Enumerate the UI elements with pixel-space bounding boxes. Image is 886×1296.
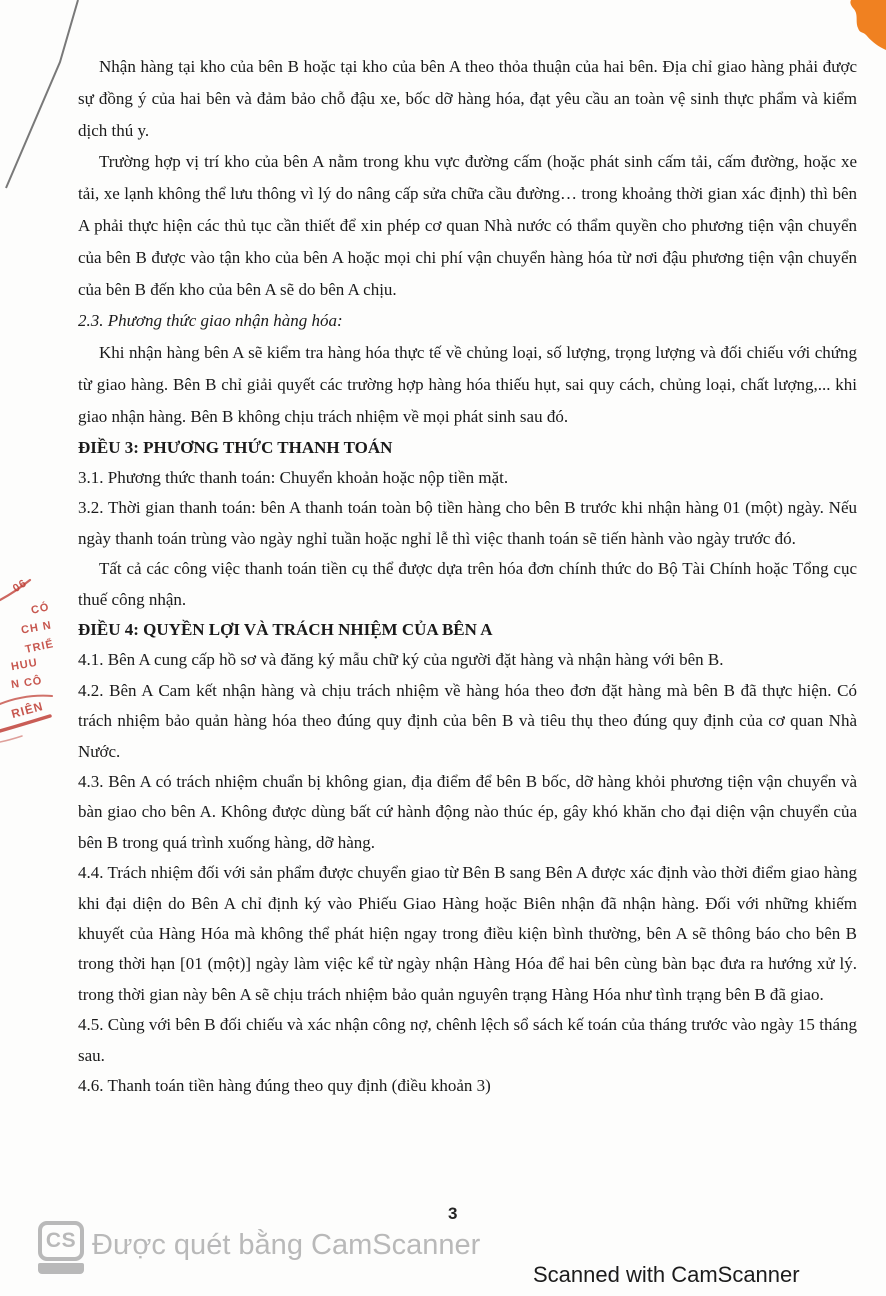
camscanner-watermark-english: Scanned with CamScanner [533,1262,800,1287]
stamp-fragment: N CÔ [10,674,44,692]
heading-article-4: ĐIỀU 4: QUYỀN LỢI VÀ TRÁCH NHIỆM CỦA BÊN A [78,620,493,639]
red-seal-stamp-fragments [0,0,70,1296]
stamp-fragment: RIÊN [9,699,45,721]
paragraph-4-4: 4.4. Trách nhiệm đối với sản phẩm được chuyển giao từ Bên B sang Bên A được xác định vào thời điểm giao hàng khi đại diện do Bên A chỉ định ký vào Phiếu Giao Hàng hoặc Biên nhận đã nhận hàng. Đối với những khiếm khuyết của Hàng Hóa mà không thể phát hiện ngay trong điều kiện bình thường, bên A sẽ thông báo cho bên B trong thời hạn [01 (một)] ngày làm việc kể từ ngày nhận Hàng Hóa để hai bên cùng bàn bạc đưa ra hướng xử lý. trong thời gian này bên A sẽ chịu trách nhiệm bảo quản nguyên trạng Hàng Hóa như tình trạng bên B đã giao. [78,863,857,1004]
contract-section-payment-and-duties [78,433,857,1102]
stamp-border-arc-top [0,580,30,600]
contract-section-delivery [78,51,857,433]
paragraph-3-1: 3.1. Phương thức thanh toán: Chuyển khoản hoặc nộp tiền mặt. [78,467,509,487]
stamp-border-arc-bottom [0,736,22,742]
stamp-fragment: HUU [10,656,39,674]
stamp-fragment: CH N [20,619,53,637]
paragraph-4-5: 4.5. Cùng với bên B đối chiếu và xác nhận công nợ, chênh lệch sổ sách kế toán của tháng trước vào ngày 15 tháng sau. [78,1015,857,1065]
stamp-border-arc-lower [0,716,50,731]
stamp-border-arc-upper [0,696,52,704]
page-fold-crease-line [6,0,78,188]
paragraph-4-6: 4.6. Thanh toán tiền hàng đúng theo quy định (điều khoản 3) [78,1076,491,1096]
paragraph-4-1: 4.1. Bên A cung cấp hồ sơ và đăng ký mẫu chữ ký của người đặt hàng và nhận hàng với bên B. [78,650,724,670]
camscanner-logo-icon [38,1221,84,1273]
paragraph-invoice-basis: Tất cả các công việc thanh toán tiền cụ thể được dựa trên hóa đơn chính thức do Bộ Tài Chính hoặc Tổng cục thuế công nhận. [78,559,857,609]
camscanner-watermark-vietnamese: Được quét bằng CamScanner [92,1229,481,1261]
paragraph-delivery-location: Nhận hàng tại kho của bên B hoặc tại kho của bên A theo thỏa thuận của hai bên. Địa chỉ giao hàng phải được sự đồng ý của hai bên và đảm bảo chỗ đậu xe, bốc dỡ hàng hóa, đạt yêu cầu an toàn vệ sinh thực phẩm và kiểm dịch thú y. [78,57,857,140]
paragraph-restricted-roads: Trường hợp vị trí kho của bên A nằm trong khu vực đường cấm (hoặc phát sinh cấm tải, cấm đường, hoặc xe tải, xe lạnh không thể lưu thông vì lý do nâng cấp sửa chữa cầu đường… trong khoảng thời gian xác định) thì bên A phải thực hiện các thủ tục cần thiết để xin phép cơ quan Nhà nước có thẩm quyền cho phương tiện vận chuyển của bên B được vào tận kho của bên A hoặc mọi chi phí vận chuyển hàng hóa từ nơi đậu phương tiện vận chuyển của bên B đến kho của bên A sẽ do bên A chịu. [78,152,857,299]
paragraph-goods-inspection: Khi nhận hàng bên A sẽ kiểm tra hàng hóa thực tế về chủng loại, số lượng, trọng lượng và đối chiếu với chứng từ giao hàng. Bên B chỉ giải quyết các trường hợp hàng hóa thiếu hụt, sai quy cách, chủng loại, chất lượng,... khi giao nhận hàng. Bên B không chịu trách nhiệm về mọi phát sinh sau đó. [78,343,857,426]
paragraph-4-3: 4.3. Bên A có trách nhiệm chuẩn bị không gian, địa điểm để bên B bốc, dỡ hàng khỏi phương tiện vận chuyển và bàn giao cho bên A. Không được dùng bất cứ hành động nào thúc ép, gây khó khăn cho đại diện vận chuyển của bên B trong quá trình xuống hàng, dỡ hàng. [78,772,857,852]
corner-orange-background [850,0,886,50]
heading-clause-2-3: 2.3. Phương thức giao nhận hàng hóa: [78,311,343,331]
stamp-fragment: CÓ [29,601,51,617]
paragraph-4-2: 4.2. Bên A Cam kết nhận hàng và chịu trách nhiệm về hàng hóa theo đơn đặt hàng mà bên B đã thực hiện. Có trách nhiệm bảo quản hàng hóa theo đúng quy định của bên B và tiêu thụ theo đúng quy định của cơ quan Nhà Nước. [78,680,857,761]
camscanner-logo-frame: CS [38,1221,84,1261]
camscanner-logo-bar [38,1263,84,1274]
stamp-fragment: TRIỂ [24,638,55,656]
contract-text-column [78,51,857,1102]
heading-article-3: ĐIỀU 3: PHƯƠNG THỨC THANH TOÁN [78,437,393,457]
paragraph-3-2: 3.2. Thời gian thanh toán: bên A thanh toán toàn bộ tiền hàng cho bên B trước khi nhận hàng 01 (một) ngày. Nếu ngày thanh toán trùng vào ngày nghỉ tuần hoặc nghỉ lễ thì việc thanh toán sẽ tiến hành vào ngày trước đó. [78,498,857,548]
page-number: 3 [448,1204,458,1223]
stamp-fragment: 06 [10,577,30,595]
